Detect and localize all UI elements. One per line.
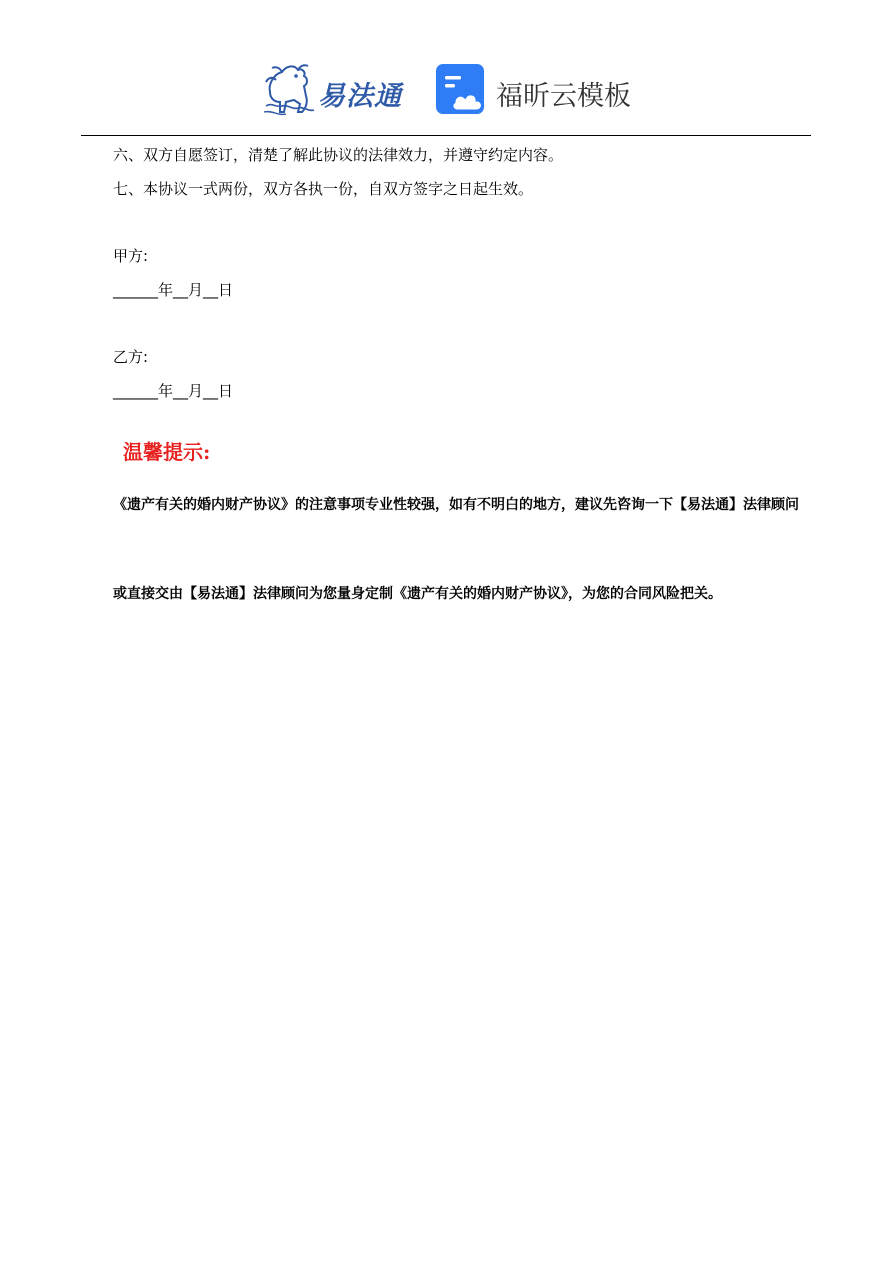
tip-paragraph-2-text: 或直接交由【易法通】法律顾问为您量身定制《遗产有关的婚内财产协议》，为您的合同风险把关。 <box>113 586 722 602</box>
party-b-date: ______年__月__日 <box>113 382 234 400</box>
cloud-document-icon <box>436 64 488 116</box>
clause-six: 六、双方自愿签订，清楚了解此协议的法律效力，并遵守约定内容。 <box>113 146 564 164</box>
tip-paragraph-2 <box>81 576 813 612</box>
party-a-date: ______年__月__日 <box>113 281 234 299</box>
party-a-label: 甲方: <box>113 247 149 265</box>
qilin-mascot-icon <box>262 62 324 118</box>
yifatong-logo-text: 易法通 <box>318 81 402 112</box>
tip-paragraph-1 <box>81 487 813 523</box>
yifatong-logo <box>262 62 412 118</box>
fuxin-logo-text: 福昕云模板 <box>496 81 631 112</box>
fuxin-logo <box>436 64 636 118</box>
header-divider <box>81 135 811 136</box>
party-b-label: 乙方: <box>113 348 149 366</box>
clause-seven: 七、本协议一式两份，双方各执一份，自双方签字之日起生效。 <box>113 180 534 198</box>
tip-paragraph-1-text: 《遗产有关的婚内财产协议》的注意事项专业性较强，如有不明白的地方，建议先咨询一下【易法通】法律顾问 <box>113 497 799 513</box>
page-header <box>0 60 893 120</box>
tip-title: 温馨提示: <box>123 440 211 464</box>
